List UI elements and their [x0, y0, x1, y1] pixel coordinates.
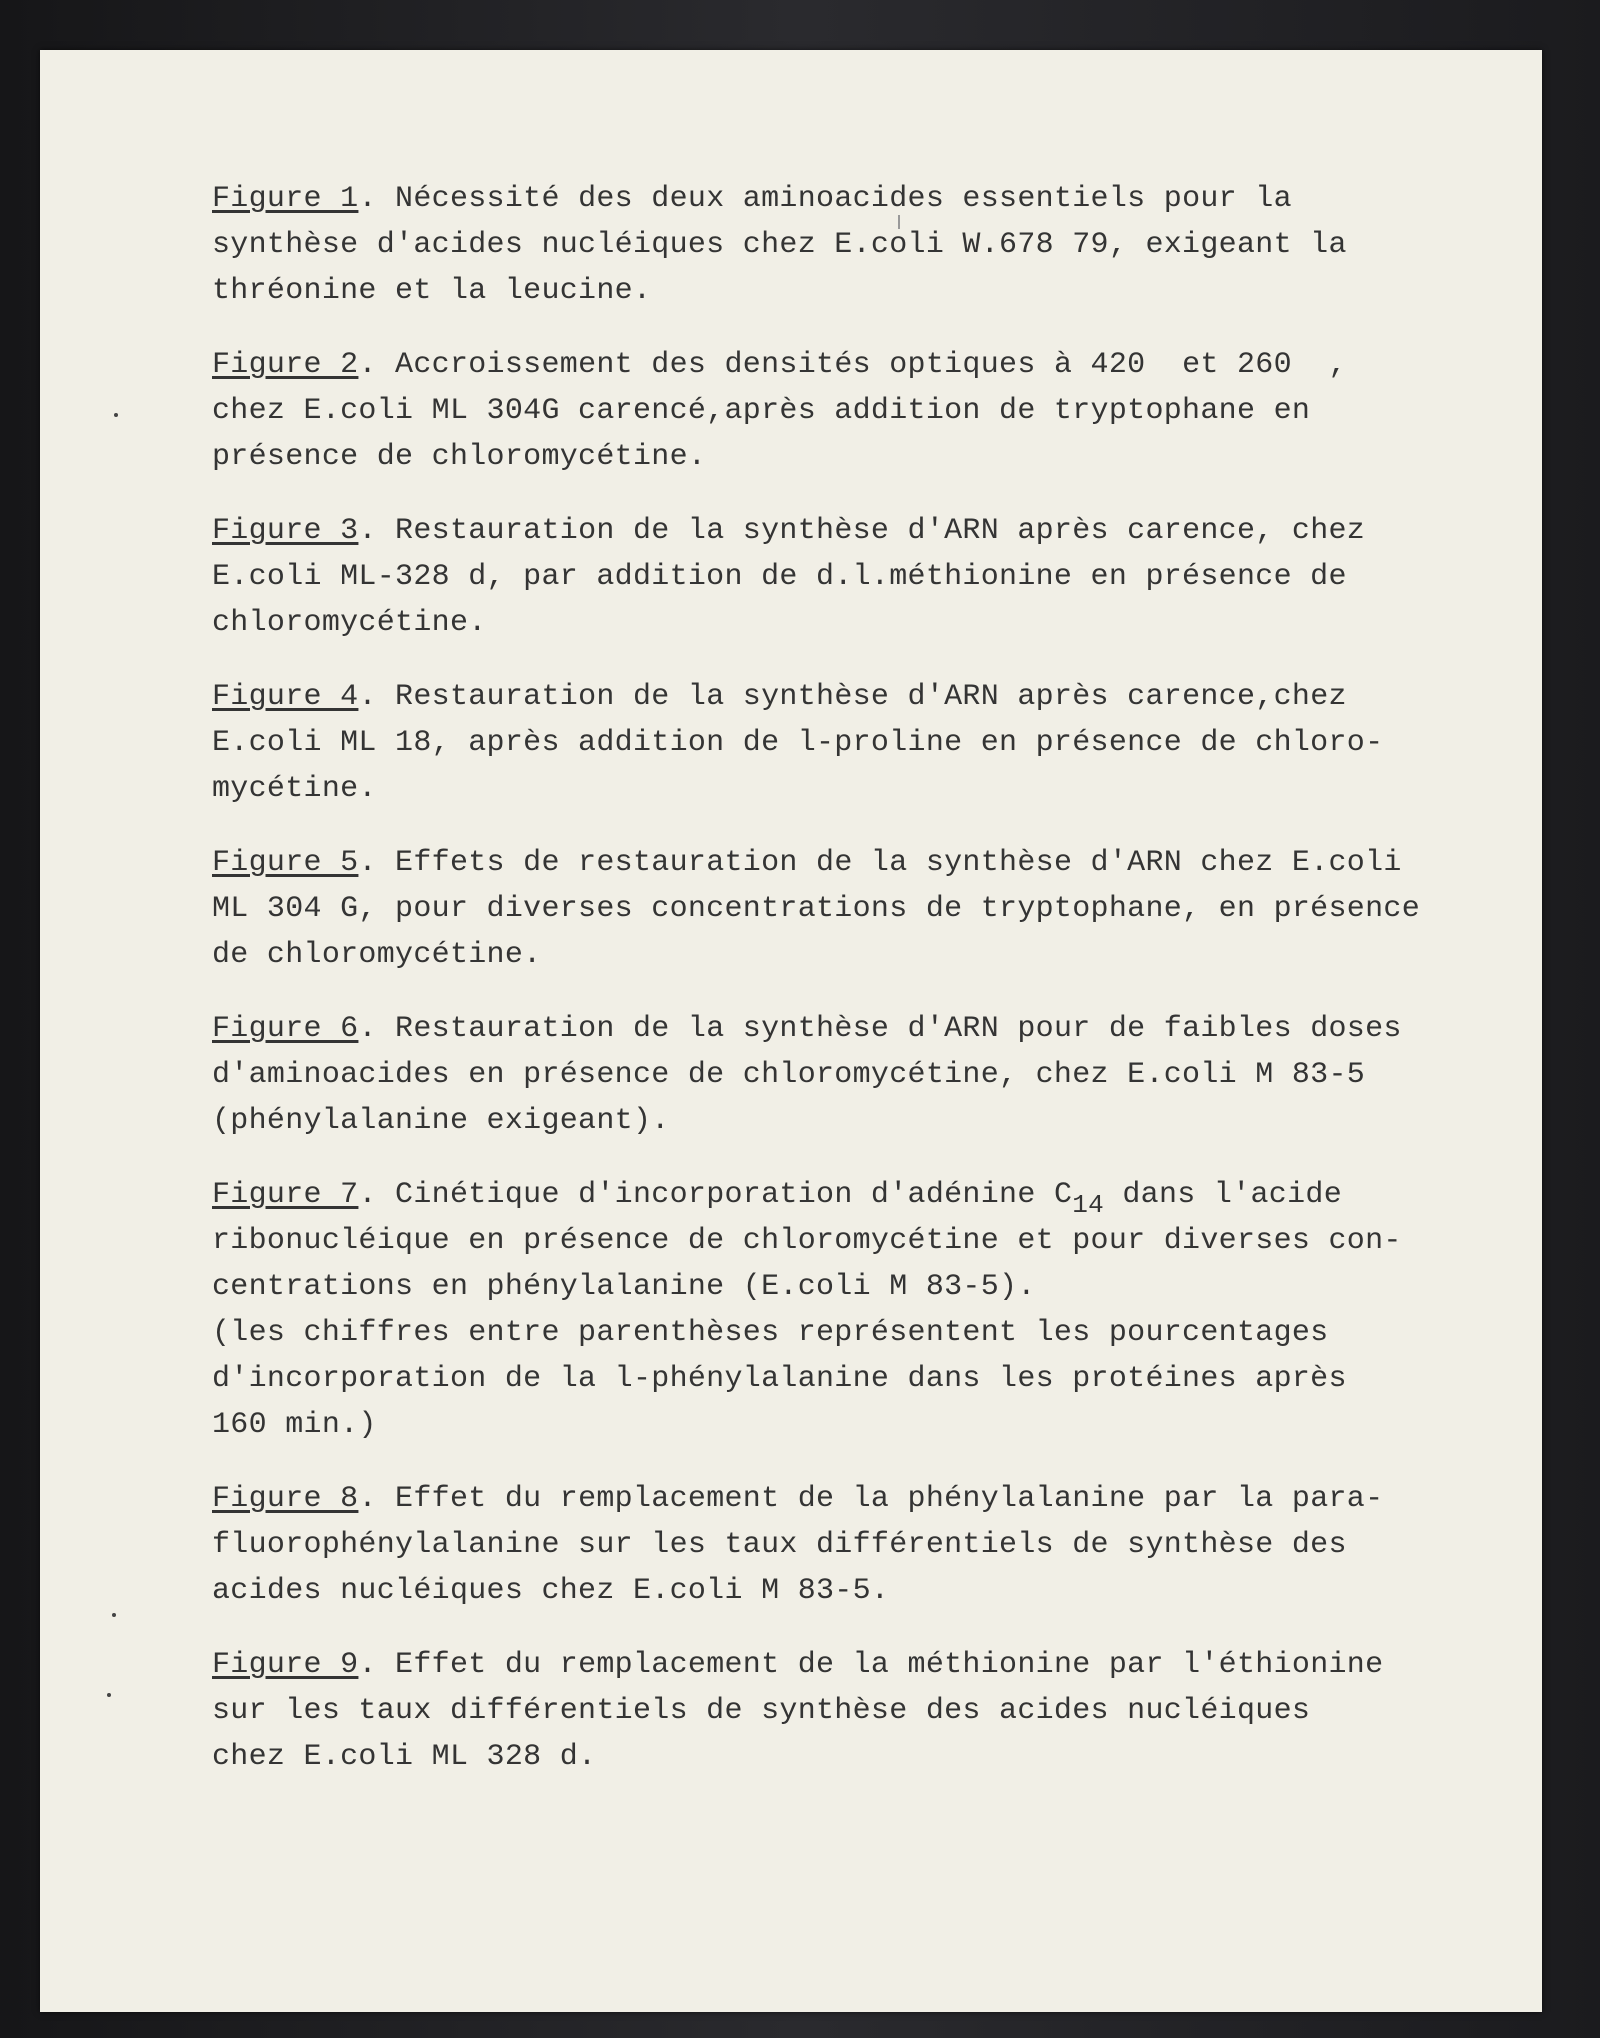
caption-line: d'aminoacides en présence de chloromycétine, chez E.coli M 83-5	[212, 1058, 1366, 1092]
figure-label: Figure 1	[212, 182, 359, 216]
caption-line	[212, 1476, 1502, 1522]
caption-text: . Nécessité des deux aminoacides essentiels pour la	[358, 182, 1292, 216]
caption-line: chez E.coli ML 328 d.	[212, 1740, 597, 1774]
caption-line: 160 min.)	[212, 1408, 377, 1442]
caption-line: thréonine et la leucine.	[212, 274, 652, 308]
caption-line	[212, 176, 1502, 222]
caption-line: centrations en phénylalanine (E.coli M 83-5).	[212, 1270, 1036, 1304]
caption-line: présence de chloromycétine.	[212, 440, 707, 474]
ink-speck	[112, 1613, 116, 1617]
figure-label: Figure 8	[212, 1482, 359, 1516]
caption-line: synthèse d'acides nucléiques chez E.coli W.678 79, exigeant la	[212, 228, 1347, 262]
caption-line	[212, 840, 1502, 886]
caption-line: (les chiffres entre parenthèses représentent les pourcentages	[212, 1316, 1329, 1350]
figure-caption-9	[212, 1642, 1502, 1780]
figure-caption-6	[212, 1006, 1502, 1144]
caption-line	[212, 342, 1502, 388]
figure-caption-5	[212, 840, 1502, 978]
caption-text: . Cinétique d'incorporation d'adénine C	[358, 1178, 1073, 1212]
ink-speck	[107, 1693, 111, 1697]
caption-line: fluorophénylalanine sur les taux différentiels de synthèse des	[212, 1528, 1347, 1562]
caption-line	[212, 674, 1502, 720]
figure-label: Figure 9	[212, 1648, 359, 1682]
caption-line: chez E.coli ML 304G carencé,après addition de tryptophane en	[212, 394, 1311, 428]
caption-text: . Restauration de la synthèse d'ARN pour de faibles doses	[358, 1012, 1402, 1046]
caption-line: acides nucléiques chez E.coli M 83-5.	[212, 1574, 890, 1608]
caption-line: mycétine.	[212, 772, 377, 806]
figure-caption-7	[212, 1172, 1502, 1448]
caption-line	[212, 1172, 1502, 1218]
figure-captions-list	[212, 176, 1502, 1808]
caption-line: E.coli ML 18, après addition de l-proline en présence de chloro-	[212, 726, 1384, 760]
caption-line: E.coli ML-328 d, par addition de d.l.méthionine en présence de	[212, 560, 1347, 594]
figure-label: Figure 3	[212, 514, 359, 548]
figure-label: Figure 4	[212, 680, 359, 714]
caption-text: . Effets de restauration de la synthèse d'ARN chez E.coli	[358, 846, 1402, 880]
isotope-subscript: 14	[1072, 1190, 1105, 1220]
figure-label: Figure 7	[212, 1178, 359, 1212]
caption-line: d'incorporation de la l-phénylalanine dans les protéines après	[212, 1362, 1347, 1396]
figure-label: Figure 2	[212, 348, 359, 382]
caption-line	[212, 508, 1502, 554]
figure-caption-3	[212, 508, 1502, 646]
caption-text: dans l'acide	[1104, 1178, 1343, 1212]
figure-caption-4	[212, 674, 1502, 812]
figure-label: Figure 6	[212, 1012, 359, 1046]
caption-text: . Restauration de la synthèse d'ARN après carence,chez	[358, 680, 1347, 714]
caption-line: sur les taux différentiels de synthèse des acides nucléiques	[212, 1694, 1311, 1728]
ink-speck	[114, 413, 118, 417]
caption-line: chloromycétine.	[212, 606, 487, 640]
caption-text: . Effet du remplacement de la phénylalanine par la para-	[358, 1482, 1384, 1516]
caption-line	[212, 1642, 1502, 1688]
caption-line: ML 304 G, pour diverses concentrations de tryptophane, en présence	[212, 892, 1420, 926]
figure-caption-1	[212, 176, 1502, 314]
figure-caption-8	[212, 1476, 1502, 1614]
caption-line: de chloromycétine.	[212, 938, 542, 972]
figure-caption-2	[212, 342, 1502, 480]
caption-text: . Restauration de la synthèse d'ARN après carence, chez	[358, 514, 1366, 548]
figure-label: Figure 5	[212, 846, 359, 880]
caption-line: ribonucléique en présence de chloromycétine et pour diverses con-	[212, 1224, 1402, 1258]
caption-line	[212, 1006, 1502, 1052]
caption-text: . Accroissement des densités optiques à 420 et 260 ,	[358, 348, 1347, 382]
caption-text: . Effet du remplacement de la méthionine par l'éthionine	[358, 1648, 1384, 1682]
caption-line: (phénylalanine exigeant).	[212, 1104, 670, 1138]
